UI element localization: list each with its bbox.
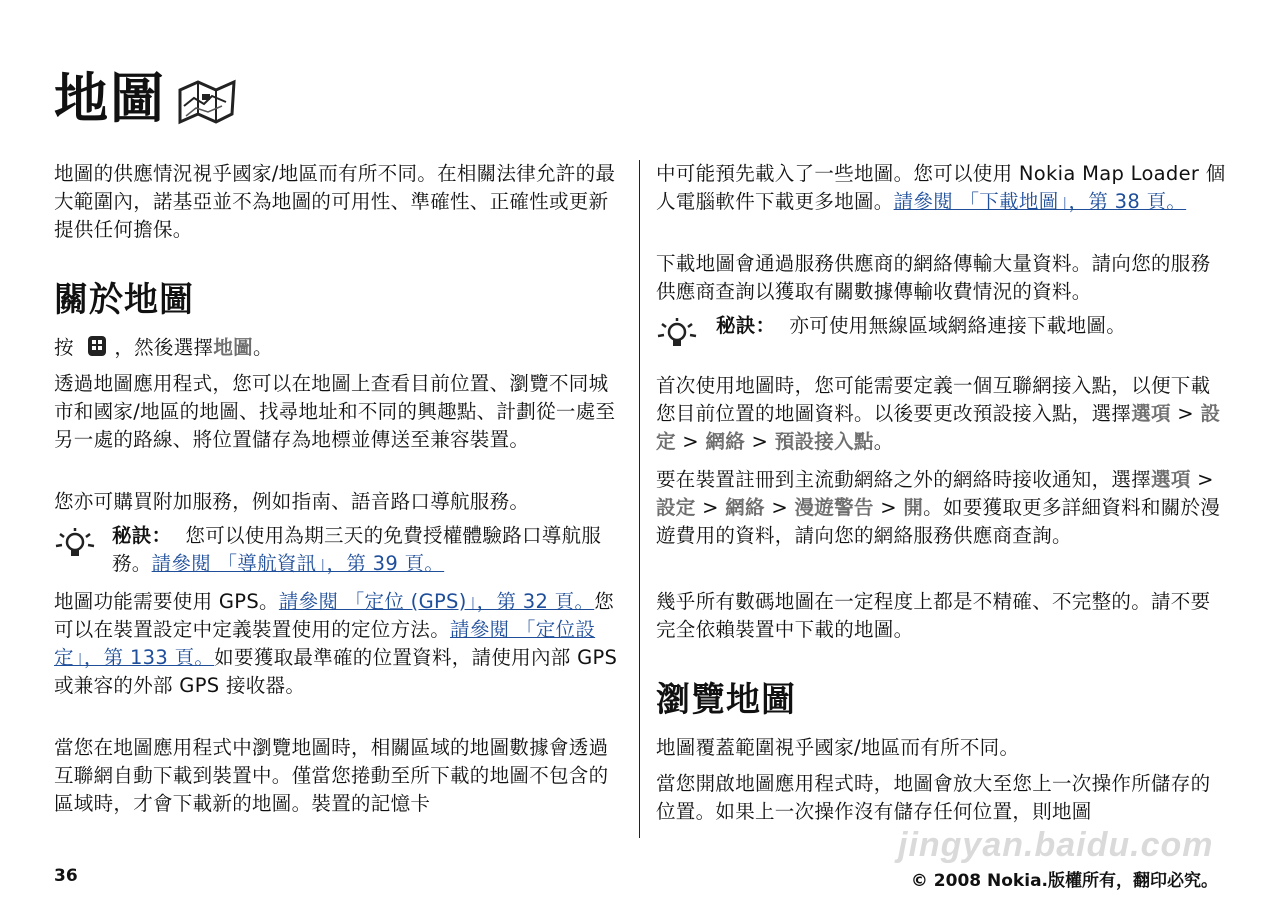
menu-path-item: 選項 (1151, 468, 1191, 491)
section-heading-browse-maps: 瀏覽地圖 (656, 680, 796, 720)
gps-text-c: 如要獲取最準確的位置資料，請使用內部 GPS 或兼容的外部 GPS 接收器。 (54, 646, 618, 697)
tip2-label: 秘訣： (716, 314, 776, 337)
tip1-link[interactable]: 請參閱 「導航資訊」，第 39 頁。 (151, 552, 445, 575)
page-number: 36 (54, 866, 78, 886)
path-separator: > (745, 430, 775, 453)
section-heading-about-maps: 關於地圖 (54, 280, 194, 320)
preloaded-text: 中可能預先載入了一些地圖。您可以使用 Nokia Map Loader 個人電腦軟件下載更多地圖。 (656, 162, 1226, 213)
column-divider (639, 160, 640, 838)
coverage-paragraph: 地圖覆蓋範圍視乎國家/地區而有所不同。 (656, 736, 1020, 759)
access-point-end: 。 (873, 430, 894, 453)
path-separator: > (675, 430, 706, 453)
tip-bulb-icon (656, 316, 698, 352)
roaming-text-b: 。如要獲取更多詳細資料和關於漫遊費用的資料，請向您的網絡服務供應商查詢。 (656, 496, 1221, 547)
menu-path-item: 選項 (1131, 402, 1171, 425)
press-end: 。 (252, 336, 273, 359)
tip2-text: 亦可使用無線區域網絡連接下載地圖。 (789, 314, 1127, 337)
menu-path-item: 網絡 (725, 496, 765, 519)
watermark: jingyan.baidu.com (898, 826, 1214, 864)
tip2-paragraph (716, 312, 1226, 340)
roaming-text-a: 要在裝置註冊到主流動網絡之外的網絡時接收通知，選擇 (656, 468, 1152, 491)
roaming-paragraph (656, 466, 1226, 550)
gps-text-a: 地圖功能需要使用 GPS。 (54, 590, 279, 613)
browse-download-paragraph: 當您在地圖應用程式中瀏覽地圖時，相關區域的地圖數據會透過互聯網自動下載到裝置中。僅當您捲動至所下載的地圖不包含的區域時，才會下載新的地圖。裝置的記憶卡 (54, 736, 609, 815)
maps-menu-item: 地圖 (213, 336, 253, 359)
path-separator: > (1170, 402, 1201, 425)
menu-path-item: 開 (903, 496, 924, 519)
menu-path-item: 網絡 (705, 430, 746, 453)
menu-path-item: 預設接入點 (774, 430, 874, 453)
buy-paragraph: 您亦可購買附加服務，例如指南、語音路口導航服務。 (54, 490, 530, 513)
menu-key-icon (84, 334, 110, 358)
accuracy-paragraph: 幾乎所有數碼地圖在一定程度上都是不精確、不完整的。請不要完全依賴裝置中下載的地圖。 (656, 590, 1211, 641)
menu-path-item: 漫遊警告 (794, 496, 874, 519)
positioning-settings-link[interactable]: 請參閱 「定位設定」，第 133 頁。 (54, 618, 596, 669)
map-icon (176, 76, 238, 128)
press-prefix: 按 (54, 336, 74, 359)
download-maps-link[interactable]: 請參閱 「下載地圖」，第 38 頁。 (893, 190, 1187, 213)
path-separator: > (1190, 468, 1214, 491)
download-cost-paragraph: 下載地圖會通過服務供應商的網絡傳輸大量資料。請向您的服務供應商查詢以獲取有關數據傳輸收費情況的資料。 (656, 252, 1211, 303)
tip1-label: 秘訣： (112, 524, 172, 547)
path-separator: > (873, 496, 904, 519)
open-maps-paragraph: 當您開啟地圖應用程式時，地圖會放大至您上一次操作所儲存的位置。如果上一次操作沒有儲存任何位置，則地圖 (656, 772, 1211, 823)
access-point-text: 首次使用地圖時，您可能需要定義一個互聯網接入點，以便下載您目前位置的地圖資料。以後要更改預設接入點，選擇 (656, 374, 1211, 425)
page-title: 地圖 (54, 67, 166, 130)
gps-link[interactable]: 請參閱 「定位 (GPS)」，第 32 頁。 (278, 590, 595, 613)
path-separator: > (764, 496, 795, 519)
menu-path-item: 設定 (656, 496, 696, 519)
gps-paragraph (54, 588, 624, 700)
press-key-paragraph (54, 334, 624, 362)
path-separator: > (695, 496, 726, 519)
tip-bulb-icon (54, 526, 96, 562)
copyright-notice: © 2008 Nokia.版權所有，翻印必究。 (910, 871, 1218, 891)
through-paragraph: 透過地圖應用程式，您可以在地圖上查看目前位置、瀏覽不同城市和國家/地區的地圖、找尋地址和不同的興趣點、計劃從一處至另一處的路線、將位置儲存為地標並傳送至兼容裝置。 (54, 372, 616, 451)
intro-paragraph: 地圖的供應情況視乎國家/地區而有所不同。在相關法律允許的最大範圍內，諾基亞並不為地圖的可用性、準確性、正確性或更新提供任何擔保。 (54, 162, 616, 241)
access-point-paragraph (656, 372, 1226, 456)
press-suffix: ，然後選擇 (114, 336, 214, 359)
gps-text-b: 您可以在裝置設定中定義裝置使用的定位方法。 (54, 590, 615, 641)
preloaded-maps-paragraph (656, 160, 1226, 216)
tip1-paragraph (112, 522, 624, 578)
tip1-text: 您可以使用為期三天的免費授權體驗路口導航服務。 (112, 524, 602, 575)
menu-path-item: 設定 (656, 402, 1221, 453)
